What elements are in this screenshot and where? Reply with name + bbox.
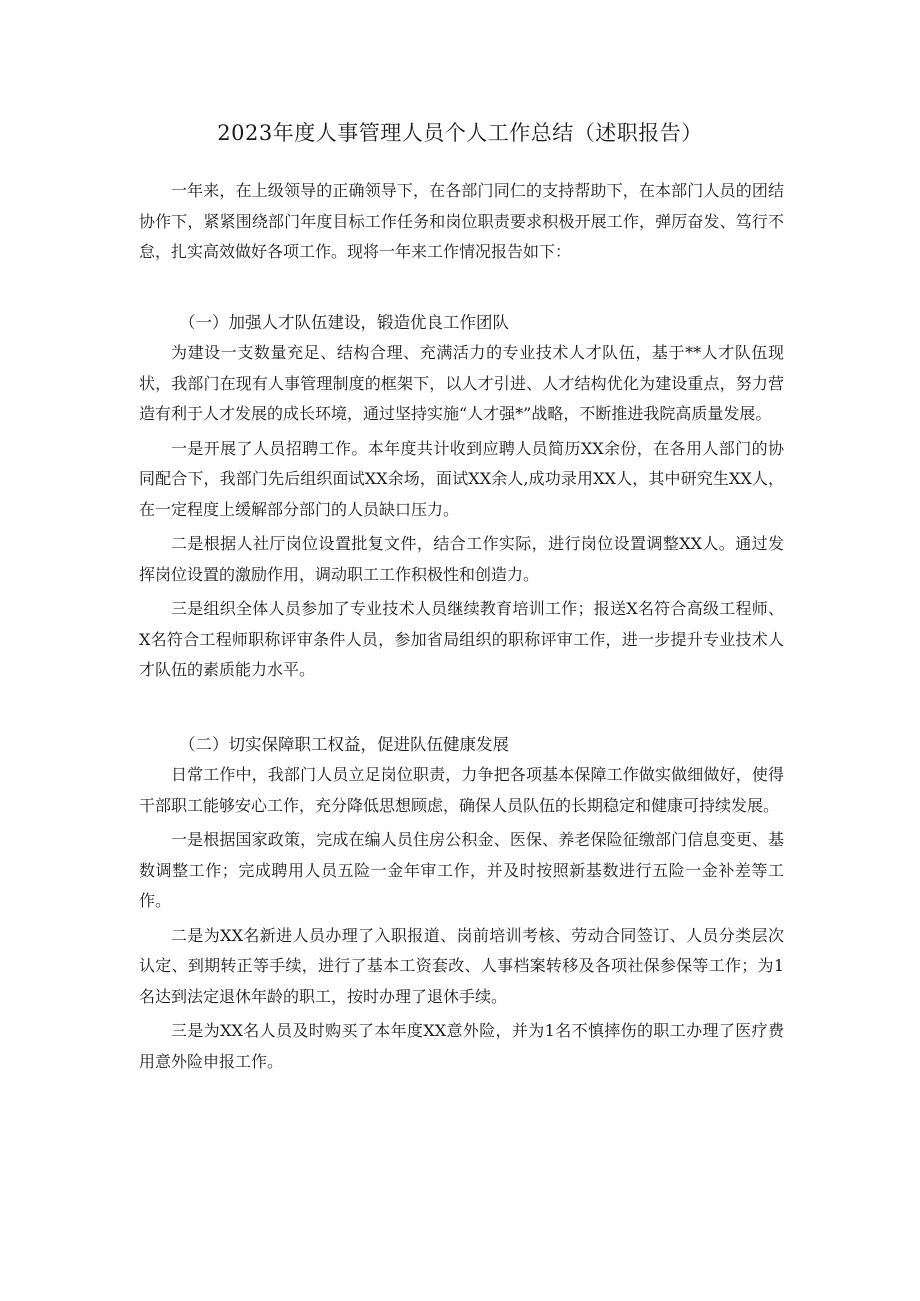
- section-1-paragraph: 二是根据人社厅岗位设置批复文件，结合工作实际，进行岗位设置调整XX人。通过发挥岗位设置的激励作用，调动职工工作积极性和创造力。: [139, 534, 784, 584]
- section-2: [139, 730, 784, 1077]
- section-2-heading: （二）切实保障职工权益，促进队伍健康发展: [179, 735, 509, 754]
- section-2-paragraph: 三是为XX名人员及时购买了本年度XX意外险，并为1名不慎摔伤的职工办理了医疗费用意外险申报工作。: [139, 1021, 784, 1071]
- section-1-paragraph: 三是组织全体人员参加了专业技术人员继续教育培训工作；报送X名符合高级工程师、X名符合工程师职称评审条件人员，参加省局组织的职称评审工作，进一步提升专业技术人才队伍的素质能力水平。: [139, 599, 784, 679]
- section-1: [139, 308, 784, 686]
- section-2-paragraph: 一是根据国家政策，完成在编人员住房公积金、医保、养老保险征缴部门信息变更、基数调整工作；完成聘用人员五险一金年审工作，并及时按照新基数进行五险一金补差等工作。: [139, 830, 784, 910]
- section-1-paragraph: 为建设一支数量充足、结构合理、充满活力的专业技术人才队伍，基于**人才队伍现状，我部门在现有人事管理制度的框架下，以人才引进、人才结构优化为建设重点，努力营造有利于人才发展的成长环境，通过坚持实施“人才强*”战略，不断推进我院高质量发展。: [139, 343, 784, 423]
- intro-paragraph: 一年来，在上级领导的正确领导下，在各部门同仁的支持帮助下，在本部门人员的团结协作下，紧紧围绕部门年度目标工作任务和岗位职责要求积极开展工作，弹厉奋发、笃行不怠，扎实高效做好各项工作。现将一年来工作情况报告如下：: [139, 181, 784, 261]
- section-1-heading: （一）加强人才队伍建设，锻造优良工作团队: [179, 313, 509, 332]
- section-2-paragraph: 日常工作中，我部门人员立足岗位职责，力争把各项基本保障工作做实做细做好，使得干部职工能够安心工作，充分降低思想顾虑，确保人员队伍的长期稳定和健康可持续发展。: [139, 765, 784, 815]
- section-2-paragraph: 二是为XX名新进人员办理了入职报道、岗前培训考核、劳动合同签订、人员分类层次认定、到期转正等手续，进行了基本工资套改、人事档案转移及各项社保参保等工作；为1名达到法定退休年龄的职工，按时办理了退休手续。: [139, 925, 784, 1006]
- section-1-paragraph: 一是开展了人员招聘工作。本年度共计收到应聘人员简历XX余份，在各用人部门的协同配合下，我部门先后组织面试XX余场，面试XX余人,成功录用XX人，其中研究生XX人，在一定程度上缓解部分部门的人员缺口压力。: [139, 438, 784, 519]
- page-title: 2023年度人事管理人员个人工作总结（述职报告）: [217, 121, 703, 145]
- intro-block: [139, 176, 784, 268]
